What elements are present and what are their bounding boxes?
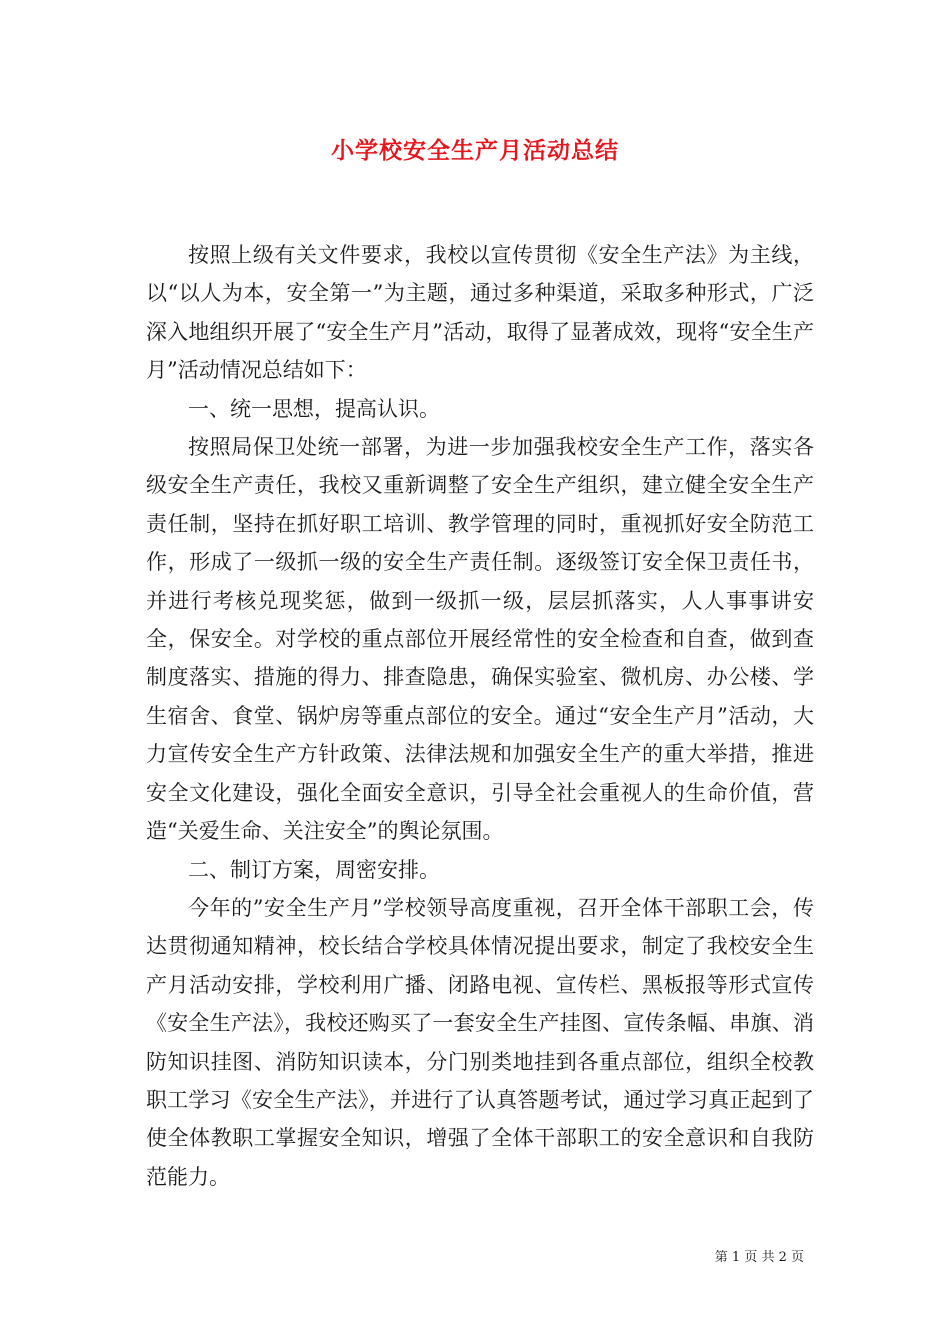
paragraph-section-1: 按照局保卫处统一部署，为进一步加强我校安全生产工作，落实各级安全生产责任，我校又重新调整了安全生产组织，建立健全安全生产责任制，坚持在抓好职工培训、教学管理的同时，重视抓好安全防范工作，形成了一级抓一级的安全生产责任制。逐级签订安全保卫责任书，并进行考核兑现奖惩，做到一级抓一级，层层抓落实，人人事事讲安全，保安全。对学校的重点部位开展经常性的安全检查和自查，做到查制度落实、措施的得力、排查隐患，确保实验室、微机房、办公楼、学生宿舍、食堂、锅炉房等重点部位的安全。通过“安全生产月”活动，大力宣传安全生产方针政策、法律法规和加强安全生产的重大举措，推进安全文化建设，强化全面安全意识，引导全社会重视人的生命价值，营造“关爱生命、关注安全”的舆论氛围。 bbox=[146, 435, 814, 844]
section-heading-1: 一、统一思想，提高认识。 bbox=[188, 396, 440, 421]
section-heading-2: 二、制订方案，周密安排。 bbox=[188, 857, 440, 882]
page-number: 第 1 页 共 2 页 bbox=[714, 1250, 804, 1265]
paragraph-intro: 按照上级有关文件要求，我校以宣传贯彻《安全生产法》为主线，以“以人为本，安全第一”为主题，通过多种渠道，采取多种形式，广泛深入地组织开展了“安全生产月”活动，取得了显著成效，现将“安全生产月”活动情况总结如下： bbox=[146, 243, 814, 383]
document-body bbox=[146, 236, 814, 1196]
paragraph-section-2: 今年的”安全生产月”学校领导高度重视，召开全体干部职工会，传达贯彻通知精神，校长结合学校具体情况提出要求，制定了我校安全生产月活动安排，学校利用广播、闭路电视、宣传栏、黑板报等形式宣传《安全生产法》，我校还购买了一套安全生产挂图、宣传条幅、串旗、消防知识挂图、消防知识读本，分门别类地挂到各重点部位，组织全校教职工学习《安全生产法》，并进行了认真答题考试，通过学习真正起到了使全体教职工掌握安全知识，增强了全体干部职工的安全意识和自我防范能力。 bbox=[146, 895, 814, 1189]
page-title: 小学校安全生产月活动总结 bbox=[331, 137, 619, 164]
